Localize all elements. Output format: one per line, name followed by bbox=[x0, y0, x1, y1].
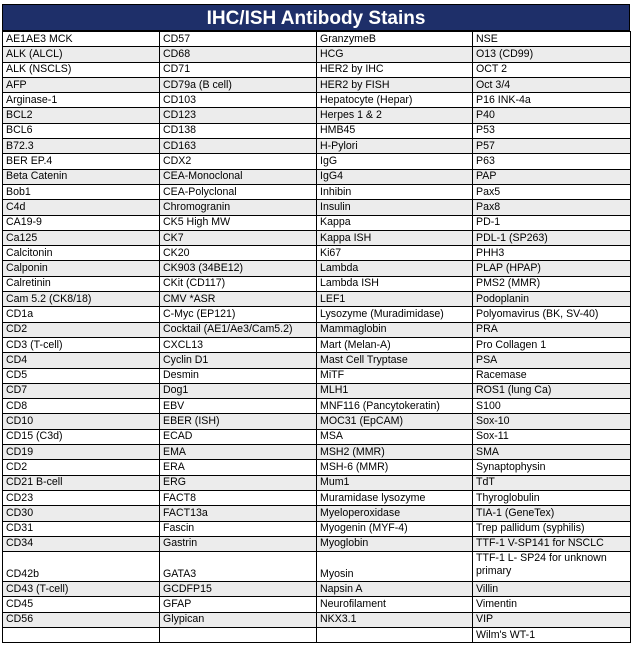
table-cell bbox=[3, 627, 160, 642]
table-row bbox=[3, 261, 631, 276]
table-cell: Kappa bbox=[317, 215, 473, 230]
table-cell: Herpes 1 & 2 bbox=[317, 108, 473, 123]
table-cell: Myosin bbox=[317, 552, 473, 582]
table-cell: Vimentin bbox=[473, 597, 631, 612]
table-cell: GFAP bbox=[160, 597, 317, 612]
table-cell: Beta Catenin bbox=[3, 169, 160, 184]
table-cell: CD42b bbox=[3, 552, 160, 582]
table-cell: Myogenin (MYF-4) bbox=[317, 521, 473, 536]
table-cell: CA19-9 bbox=[3, 215, 160, 230]
table-cell: CD57 bbox=[160, 32, 317, 47]
table-row bbox=[3, 246, 631, 261]
table-cell: GCDFP15 bbox=[160, 582, 317, 597]
table-cell: EBER (ISH) bbox=[160, 414, 317, 429]
table-row bbox=[3, 552, 631, 582]
table-cell: Arginase-1 bbox=[3, 93, 160, 108]
table-cell: Lambda ISH bbox=[317, 276, 473, 291]
table-cell: CD34 bbox=[3, 536, 160, 551]
table-cell: HCG bbox=[317, 47, 473, 62]
table-cell: CKit (CD117) bbox=[160, 276, 317, 291]
table-cell: Napsin A bbox=[317, 582, 473, 597]
table-row bbox=[3, 93, 631, 108]
table-cell: C4d bbox=[3, 200, 160, 215]
table-cell: CD56 bbox=[3, 612, 160, 627]
table-cell: Gastrin bbox=[160, 536, 317, 551]
table-row bbox=[3, 429, 631, 444]
table-cell: CK903 (34BE12) bbox=[160, 261, 317, 276]
table-row bbox=[3, 490, 631, 505]
table-cell: LEF1 bbox=[317, 292, 473, 307]
table-cell: CD79a (B cell) bbox=[160, 77, 317, 92]
table-cell: IgG bbox=[317, 154, 473, 169]
table-row bbox=[3, 612, 631, 627]
table-cell: CD163 bbox=[160, 139, 317, 154]
table-cell: FACT8 bbox=[160, 490, 317, 505]
table-cell: Lysozyme (Muradimidase) bbox=[317, 307, 473, 322]
table-cell: Sox-10 bbox=[473, 414, 631, 429]
table-cell: BCL6 bbox=[3, 123, 160, 138]
table-cell: Racemase bbox=[473, 368, 631, 383]
table-cell: TTF-1 L- SP24 for unknown primary bbox=[473, 552, 631, 582]
table-cell: S100 bbox=[473, 399, 631, 414]
table-cell: Chromogranin bbox=[160, 200, 317, 215]
table-cell: Glypican bbox=[160, 612, 317, 627]
table-cell: Inhibin bbox=[317, 184, 473, 199]
table-row bbox=[3, 77, 631, 92]
table-row bbox=[3, 353, 631, 368]
table-row bbox=[3, 123, 631, 138]
table-cell: MNF116 (Pancytokeratin) bbox=[317, 399, 473, 414]
table-cell: Pax8 bbox=[473, 200, 631, 215]
table-cell: NKX3.1 bbox=[317, 612, 473, 627]
table-cell: B72.3 bbox=[3, 139, 160, 154]
table-cell: EMA bbox=[160, 445, 317, 460]
table-cell: CD123 bbox=[160, 108, 317, 123]
table-cell: Mart (Melan-A) bbox=[317, 337, 473, 352]
antibody-table bbox=[2, 31, 631, 643]
table-cell: H-Pylori bbox=[317, 139, 473, 154]
table-row bbox=[3, 62, 631, 77]
table-cell: FACT13a bbox=[160, 506, 317, 521]
table-cell bbox=[160, 627, 317, 642]
table-cell: HER2 by IHC bbox=[317, 62, 473, 77]
table-cell: GATA3 bbox=[160, 552, 317, 582]
table-cell: Cam 5.2 (CK8/18) bbox=[3, 292, 160, 307]
table-cell: ERA bbox=[160, 460, 317, 475]
table-cell: CD21 B-cell bbox=[3, 475, 160, 490]
table-cell: Lambda bbox=[317, 261, 473, 276]
table-cell: SMA bbox=[473, 445, 631, 460]
table-row bbox=[3, 460, 631, 475]
table-row bbox=[3, 139, 631, 154]
table-cell: PDL-1 (SP263) bbox=[473, 230, 631, 245]
table-cell: Calretinin bbox=[3, 276, 160, 291]
table-cell: CD19 bbox=[3, 445, 160, 460]
table-cell: HMB45 bbox=[317, 123, 473, 138]
table-cell: HER2 by FISH bbox=[317, 77, 473, 92]
table-cell: CD31 bbox=[3, 521, 160, 536]
table-cell: GranzymeB bbox=[317, 32, 473, 47]
table-cell: Polyomavirus (BK, SV-40) bbox=[473, 307, 631, 322]
table-cell: Muramidase lysozyme bbox=[317, 490, 473, 505]
table-cell: Mast Cell Tryptase bbox=[317, 353, 473, 368]
table-cell: Desmin bbox=[160, 368, 317, 383]
table-row bbox=[3, 307, 631, 322]
table-cell: CD3 (T-cell) bbox=[3, 337, 160, 352]
table-row bbox=[3, 521, 631, 536]
table-cell: Calcitonin bbox=[3, 246, 160, 261]
table-row bbox=[3, 154, 631, 169]
table-cell: PD-1 bbox=[473, 215, 631, 230]
table-cell: CD103 bbox=[160, 93, 317, 108]
table-cell: Hepatocyte (Hepar) bbox=[317, 93, 473, 108]
table-row bbox=[3, 292, 631, 307]
table-row bbox=[3, 32, 631, 47]
table-cell: ROS1 (lung Ca) bbox=[473, 383, 631, 398]
table-row bbox=[3, 108, 631, 123]
table-cell: P63 bbox=[473, 154, 631, 169]
table-cell: CDX2 bbox=[160, 154, 317, 169]
table-cell: Pax5 bbox=[473, 184, 631, 199]
table-cell: MOC31 (EpCAM) bbox=[317, 414, 473, 429]
table-cell: CD2 bbox=[3, 322, 160, 337]
table-cell: Bob1 bbox=[3, 184, 160, 199]
table-cell: CXCL13 bbox=[160, 337, 317, 352]
table-cell: CK5 High MW bbox=[160, 215, 317, 230]
table-row bbox=[3, 200, 631, 215]
table-cell: Mum1 bbox=[317, 475, 473, 490]
table-cell: AE1AE3 MCK bbox=[3, 32, 160, 47]
table-cell: Synaptophysin bbox=[473, 460, 631, 475]
table-cell: CD10 bbox=[3, 414, 160, 429]
table-cell: PMS2 (MMR) bbox=[473, 276, 631, 291]
table-row bbox=[3, 276, 631, 291]
table-cell: IgG4 bbox=[317, 169, 473, 184]
table-row bbox=[3, 322, 631, 337]
table-cell: Ca125 bbox=[3, 230, 160, 245]
table-row bbox=[3, 475, 631, 490]
table-cell: Insulin bbox=[317, 200, 473, 215]
table-cell: Dog1 bbox=[160, 383, 317, 398]
table-cell: PAP bbox=[473, 169, 631, 184]
table-cell: CD71 bbox=[160, 62, 317, 77]
table-cell: Kappa ISH bbox=[317, 230, 473, 245]
table-cell: ERG bbox=[160, 475, 317, 490]
table-cell: PLAP (HPAP) bbox=[473, 261, 631, 276]
table-cell: Myeloperoxidase bbox=[317, 506, 473, 521]
table-cell: CD138 bbox=[160, 123, 317, 138]
table-row bbox=[3, 169, 631, 184]
table-cell: Sox-11 bbox=[473, 429, 631, 444]
table-cell: TdT bbox=[473, 475, 631, 490]
table-cell: CD23 bbox=[3, 490, 160, 505]
table-cell: CD1a bbox=[3, 307, 160, 322]
table-cell: CD2 bbox=[3, 460, 160, 475]
table-cell: Podoplanin bbox=[473, 292, 631, 307]
table-cell: Cyclin D1 bbox=[160, 353, 317, 368]
table-cell: CD5 bbox=[3, 368, 160, 383]
table-row bbox=[3, 47, 631, 62]
table-cell: Fascin bbox=[160, 521, 317, 536]
table-row bbox=[3, 368, 631, 383]
table-cell: Ki67 bbox=[317, 246, 473, 261]
table-cell: Trep pallidum (syphilis) bbox=[473, 521, 631, 536]
table-cell: CEA-Monoclonal bbox=[160, 169, 317, 184]
table-row bbox=[3, 414, 631, 429]
table-cell: Myoglobin bbox=[317, 536, 473, 551]
table-cell: Calponin bbox=[3, 261, 160, 276]
table-cell: P40 bbox=[473, 108, 631, 123]
table-cell: C-Myc (EP121) bbox=[160, 307, 317, 322]
table-row bbox=[3, 399, 631, 414]
table-cell: PSA bbox=[473, 353, 631, 368]
table-title: IHC/ISH Antibody Stains bbox=[2, 4, 630, 31]
table-row bbox=[3, 445, 631, 460]
table-cell: CD43 (T-cell) bbox=[3, 582, 160, 597]
table-cell: PRA bbox=[473, 322, 631, 337]
table-cell: CMV *ASR bbox=[160, 292, 317, 307]
table-cell: Thyroglobulin bbox=[473, 490, 631, 505]
table-cell: CD7 bbox=[3, 383, 160, 398]
table-cell: VIP bbox=[473, 612, 631, 627]
table-row bbox=[3, 582, 631, 597]
table-cell: CD30 bbox=[3, 506, 160, 521]
table-cell: TIA-1 (GeneTex) bbox=[473, 506, 631, 521]
table-cell: CD15 (C3d) bbox=[3, 429, 160, 444]
table-cell: MiTF bbox=[317, 368, 473, 383]
table-row bbox=[3, 536, 631, 551]
table-cell: EBV bbox=[160, 399, 317, 414]
antibody-stains-sheet bbox=[2, 4, 630, 643]
table-cell: CK20 bbox=[160, 246, 317, 261]
table-cell: PHH3 bbox=[473, 246, 631, 261]
table-cell: OCT 2 bbox=[473, 62, 631, 77]
table-cell: ECAD bbox=[160, 429, 317, 444]
table-cell: CD68 bbox=[160, 47, 317, 62]
table-cell: ALK (NSCLS) bbox=[3, 62, 160, 77]
table-cell: Pro Collagen 1 bbox=[473, 337, 631, 352]
table-row bbox=[3, 383, 631, 398]
table-cell: Mammaglobin bbox=[317, 322, 473, 337]
table-cell: Neurofilament bbox=[317, 597, 473, 612]
table-row bbox=[3, 230, 631, 245]
table-cell: CEA-Polyclonal bbox=[160, 184, 317, 199]
table-cell: CD4 bbox=[3, 353, 160, 368]
table-cell: BER EP.4 bbox=[3, 154, 160, 169]
table-cell: MSH2 (MMR) bbox=[317, 445, 473, 460]
table-cell: Villin bbox=[473, 582, 631, 597]
table-row bbox=[3, 627, 631, 642]
antibody-table-body bbox=[3, 32, 631, 643]
table-cell: ALK (ALCL) bbox=[3, 47, 160, 62]
table-cell: BCL2 bbox=[3, 108, 160, 123]
table-row bbox=[3, 337, 631, 352]
table-cell: AFP bbox=[3, 77, 160, 92]
table-row bbox=[3, 184, 631, 199]
table-cell: P57 bbox=[473, 139, 631, 154]
table-cell: P53 bbox=[473, 123, 631, 138]
table-cell: MSA bbox=[317, 429, 473, 444]
table-cell: Oct 3/4 bbox=[473, 77, 631, 92]
table-cell bbox=[317, 627, 473, 642]
table-cell: TTF-1 V-SP141 for NSCLC bbox=[473, 536, 631, 551]
table-cell: CD8 bbox=[3, 399, 160, 414]
table-cell: CK7 bbox=[160, 230, 317, 245]
table-cell: CD45 bbox=[3, 597, 160, 612]
table-row bbox=[3, 597, 631, 612]
table-cell: MLH1 bbox=[317, 383, 473, 398]
table-cell: NSE bbox=[473, 32, 631, 47]
table-cell: O13 (CD99) bbox=[473, 47, 631, 62]
table-row bbox=[3, 506, 631, 521]
table-cell: Wilm's WT-1 bbox=[473, 627, 631, 642]
table-cell: MSH-6 (MMR) bbox=[317, 460, 473, 475]
table-row bbox=[3, 215, 631, 230]
table-cell: P16 INK-4a bbox=[473, 93, 631, 108]
table-cell: Cocktail (AE1/Ae3/Cam5.2) bbox=[160, 322, 317, 337]
